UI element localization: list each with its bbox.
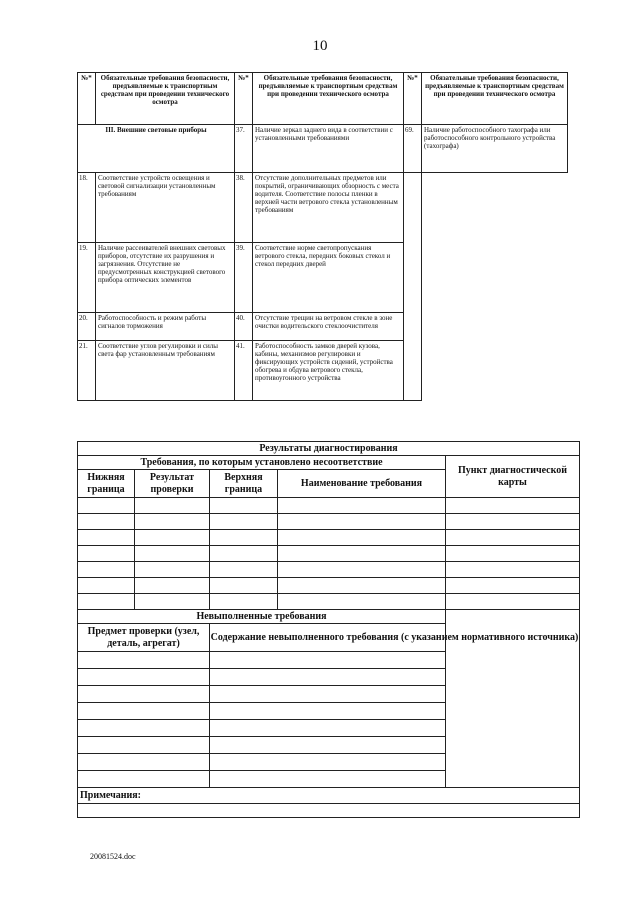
input-cell[interactable] [210,771,446,788]
input-cell[interactable] [210,562,278,578]
req-number: 37. [235,125,253,173]
col-requirement-name: Наименование требования [278,470,446,498]
input-cell[interactable] [135,514,210,530]
table-row [78,498,580,514]
input-cell[interactable] [135,562,210,578]
table-row [78,562,580,578]
col-check-result: Результат проверки [135,470,210,498]
input-cell[interactable] [278,530,446,546]
req-number: 41. [235,341,253,401]
empty-cell [422,173,568,401]
input-cell[interactable] [446,562,580,578]
input-cell[interactable] [278,594,446,610]
input-cell[interactable] [210,720,446,737]
req-number: 19. [78,243,96,313]
input-cell[interactable] [210,652,446,669]
header-requirements: Обязательные требования безопасности, предъявляемые к транспортным средствам при проведении технического осмотра [253,73,404,125]
input-cell[interactable] [78,720,210,737]
req-text: Отсутствие трещин на ветровом стекле в зоне очистки водительского стеклоочистителя [253,313,404,341]
req-text: Соответствие норме светопропускания ветрового стекла, передних боковых стекол и стекол передних дверей [253,243,404,313]
requirements-row [78,173,568,243]
input-cell[interactable] [78,652,210,669]
req-number: 20. [78,313,96,341]
input-cell[interactable] [446,498,580,514]
requirements-table [77,72,568,401]
req-number: 39. [235,243,253,313]
input-cell[interactable] [210,546,278,562]
req-text: Наличие зеркал заднего вида в соответствии с установленными требованиями [253,125,404,173]
input-cell[interactable] [210,703,446,720]
input-cell[interactable] [210,578,278,594]
nonconformity-header: Требования, по которым установлено несоответствие [78,456,446,470]
empty-cell [404,173,422,401]
input-cell[interactable] [78,594,135,610]
page-number: 10 [312,38,328,54]
input-cell[interactable] [446,546,580,562]
input-cell[interactable] [446,594,580,610]
req-number: 38. [235,173,253,243]
input-cell[interactable] [78,578,135,594]
input-cell[interactable] [210,686,446,703]
header-no: №* [78,73,96,125]
header-requirements: Обязательные требования безопасности, предъявляемые к транспортным средствам при проведении технического осмотра [422,73,568,125]
input-cell[interactable] [278,498,446,514]
req-number: 40. [235,313,253,341]
requirements-header-row [78,73,568,125]
input-cell[interactable] [78,562,135,578]
input-cell[interactable] [135,498,210,514]
input-cell[interactable] [135,594,210,610]
input-cell[interactable] [210,594,278,610]
input-cell[interactable] [210,530,278,546]
col-upper-bound: Верхняя граница [210,470,278,498]
req-number: 69. [404,125,422,173]
input-cell[interactable] [135,530,210,546]
diagnostics-table [77,441,580,818]
req-text: Соответствие устройств освещения и световой сигнализации установленным требованиям [96,173,235,243]
input-cell[interactable] [78,669,210,686]
input-cell[interactable] [78,771,210,788]
input-cell[interactable] [446,514,580,530]
input-cell[interactable] [210,737,446,754]
input-cell[interactable] [78,498,135,514]
input-cell[interactable] [210,669,446,686]
req-text: Соответствие углов регулировки и силы света фар установленным требованиям [96,341,235,401]
input-cell[interactable] [78,754,210,771]
header-requirements: Обязательные требования безопасности, предъявляемые к транспортным средствам при проведении технического осмотра [96,73,235,125]
input-cell[interactable] [210,514,278,530]
table-row [78,530,580,546]
diagnostic-card-item-header: Пункт диагностической карты [446,456,580,498]
input-cell[interactable] [78,737,210,754]
req-number: 18. [78,173,96,243]
table-row [78,594,580,610]
table-row [78,578,580,594]
input-cell[interactable] [78,703,210,720]
req-text: Работоспособность замков дверей кузова, кабины, механизмов регулировки и фиксирующих устройств сидений, устройства обогрева и обдува ветрового стекла, противоугонного устройства [253,341,404,401]
col-lower-bound: Нижняя граница [78,470,135,498]
input-cell[interactable] [210,754,446,771]
input-cell[interactable] [78,530,135,546]
table-row [78,514,580,530]
header-no: №* [404,73,422,125]
col-check-subject: Предмет проверки (узел, деталь, агрегат) [78,624,210,652]
notes-field[interactable] [78,804,580,818]
diagnostics-title: Результаты диагностирования [78,442,580,456]
section-title: III. Внешние световые приборы [78,125,235,173]
req-text: Отсутствие дополнительных предметов или покрытий, ограничивающих обзорность с места водителя. Соответствие полосы пленки в верхней части ветрового стекла установленным требованиям [253,173,404,243]
input-cell[interactable] [78,546,135,562]
input-cell[interactable] [135,546,210,562]
input-cell[interactable] [278,578,446,594]
document-filename: 20081524.doc [90,852,136,861]
input-cell[interactable] [78,514,135,530]
req-number: 21. [78,341,96,401]
requirements-row [78,125,568,173]
input-cell[interactable] [278,562,446,578]
input-cell[interactable] [446,530,580,546]
req-text: Наличие работоспособного тахографа или работоспособного контрольного устройства (тахографа) [422,125,568,173]
input-cell[interactable] [210,498,278,514]
input-cell[interactable] [135,578,210,594]
req-text: Работоспособность и режим работы сигналов торможения [96,313,235,341]
table-row [78,546,580,562]
unmet-requirements-title: Невыполненные требования [78,610,446,624]
header-no: №* [235,73,253,125]
input-cell[interactable] [278,546,446,562]
input-cell[interactable] [446,578,580,594]
req-text: Наличие рассеивателей внешних световых приборов, отсутствие их разрушения и загрязнения. Отсутствие не предусмотренных конструкцией светового прибора оптических элементов [96,243,235,313]
input-cell[interactable] [278,514,446,530]
input-cell[interactable] [78,686,210,703]
col-unmet-content: Содержание невыполненного требования (с указанием нормативного источника) [210,624,580,652]
notes-label: Примечания: [78,788,580,804]
